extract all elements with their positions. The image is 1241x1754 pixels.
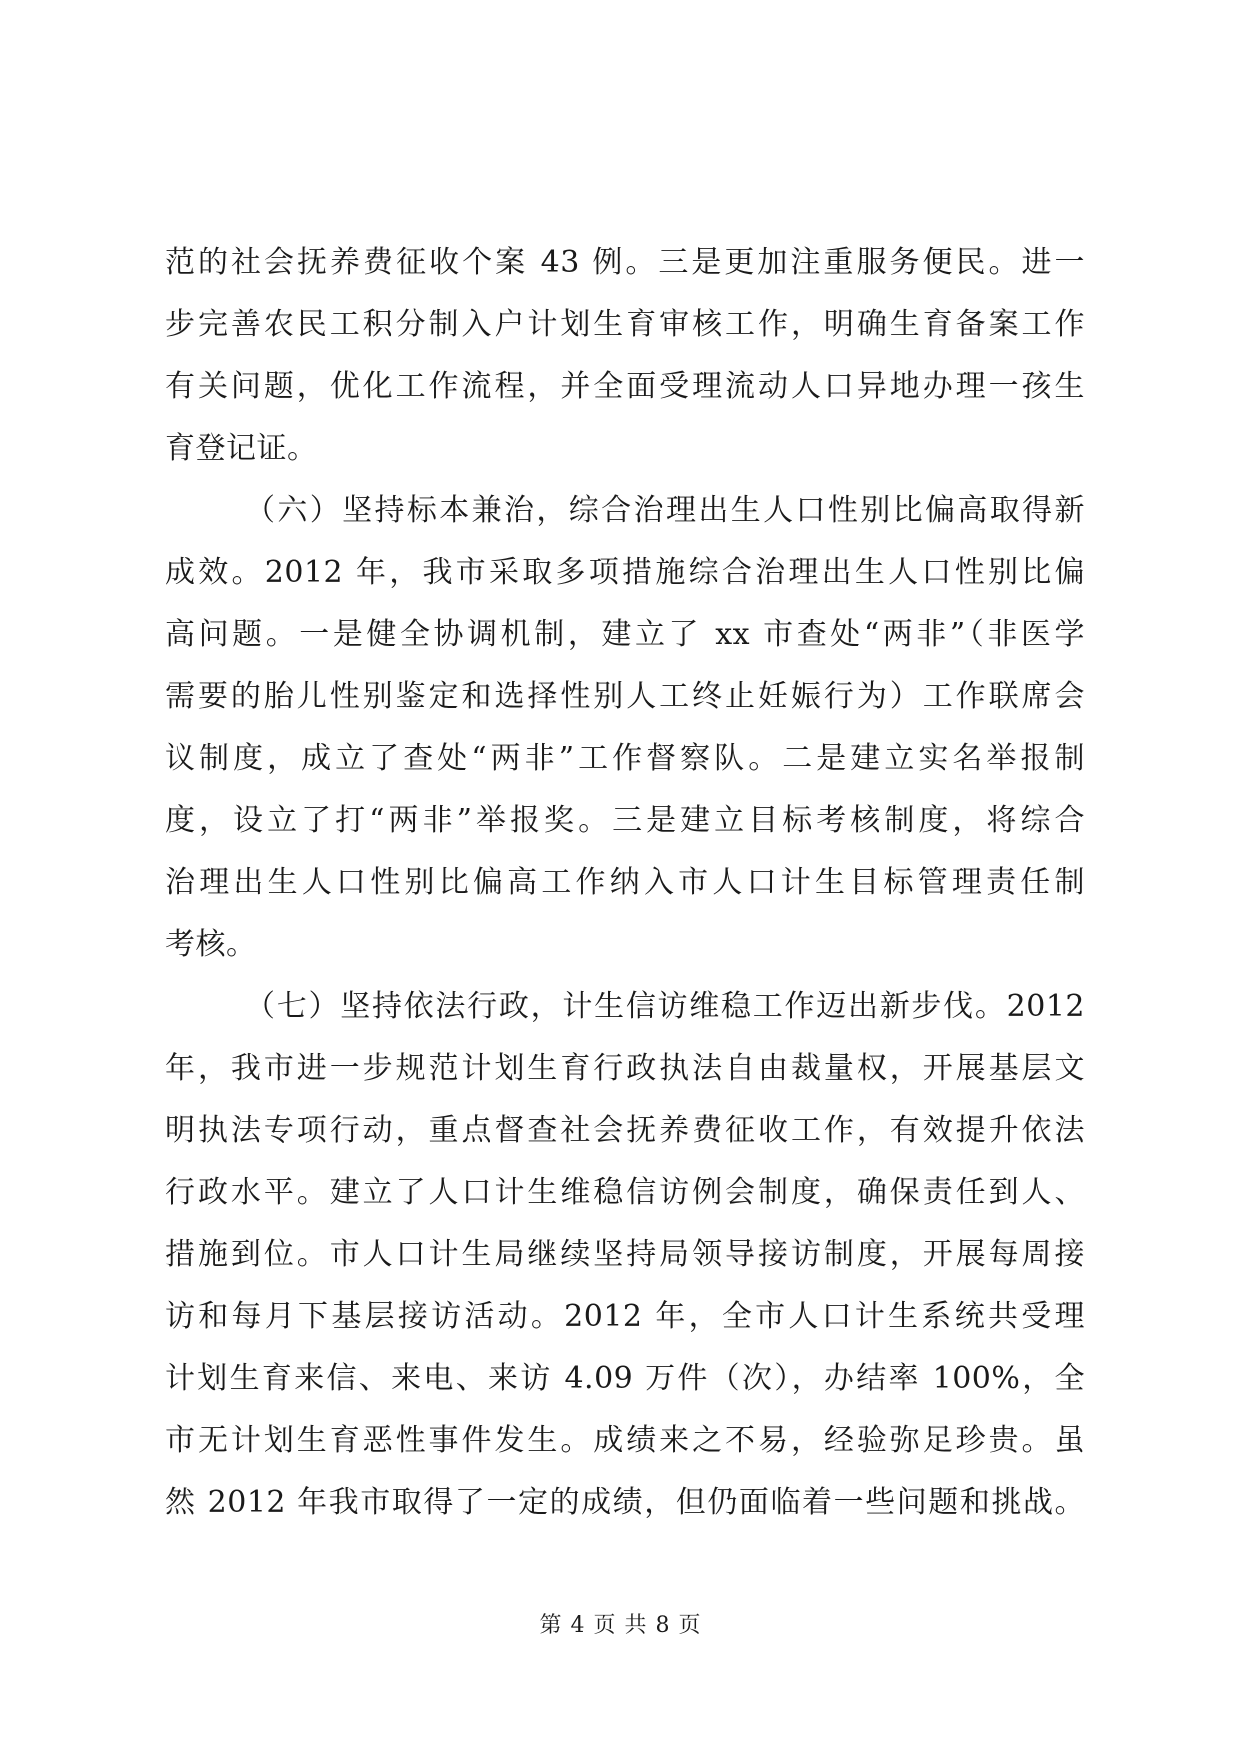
text-line: 行政水平。建立了人口计生维稳信访例会制度，确保责任到人、 — [165, 1175, 1085, 1210]
text-line: 明执法专项行动，重点督查社会抚养费征收工作，有效提升依法 — [165, 1113, 1085, 1148]
text-line: 措施到位。市人口计生局继续坚持局领导接访制度，开展每周接 — [165, 1237, 1085, 1272]
section-heading-line: （六）坚持标本兼治，综合治理出生人口性别比偏高取得新 — [245, 493, 1085, 528]
page-number-footer: 第 4 页 共 8 页 — [539, 1613, 702, 1638]
text-line: 议制度，成立了查处“两非”工作督察队。二是建立实名举报制 — [165, 741, 1085, 776]
text-line: 步完善农民工积分制入户计划生育审核工作，明确生育备案工作 — [165, 307, 1085, 342]
text-line: 高问题。一是健全协调机制，建立了 xx 市查处“两非”（非医学 — [165, 617, 1085, 652]
section-heading-line: （七）坚持依法行政，计生信访维稳工作迈出新步伐。2012 — [245, 989, 1085, 1024]
text-line: 范的社会抚养费征收个案 43 例。三是更加注重服务便民。进一 — [165, 245, 1085, 280]
text-line: 年，我市进一步规范计划生育行政执法自由裁量权，开展基层文 — [165, 1051, 1085, 1086]
text-line: 育登记证。 — [165, 431, 318, 466]
text-line: 成效。2012 年，我市采取多项措施综合治理出生人口性别比偏 — [165, 555, 1085, 590]
text-line: 计划生育来信、来电、来访 4.09 万件（次），办结率 100%，全 — [165, 1361, 1085, 1396]
text-line: 度，设立了打“两非”举报奖。三是建立目标考核制度，将综合 — [165, 803, 1085, 838]
text-line: 然 2012 年我市取得了一定的成绩，但仍面临着一些问题和挑战。 — [165, 1485, 1085, 1520]
text-line: 治理出生人口性别比偏高工作纳入市人口计生目标管理责任制 — [165, 865, 1085, 900]
text-line: 市无计划生育恶性事件发生。成绩来之不易，经验弥足珍贵。虽 — [165, 1423, 1085, 1458]
text-line: 考核。 — [165, 927, 257, 962]
text-line: 访和每月下基层接访活动。2012 年，全市人口计生系统共受理 — [165, 1299, 1085, 1334]
text-line: 有关问题，优化工作流程，并全面受理流动人口异地办理一孩生 — [165, 369, 1085, 404]
body-text — [165, 232, 1085, 1534]
text-line: 需要的胎儿性别鉴定和选择性别人工终止妊娠行为）工作联席会 — [165, 679, 1085, 714]
